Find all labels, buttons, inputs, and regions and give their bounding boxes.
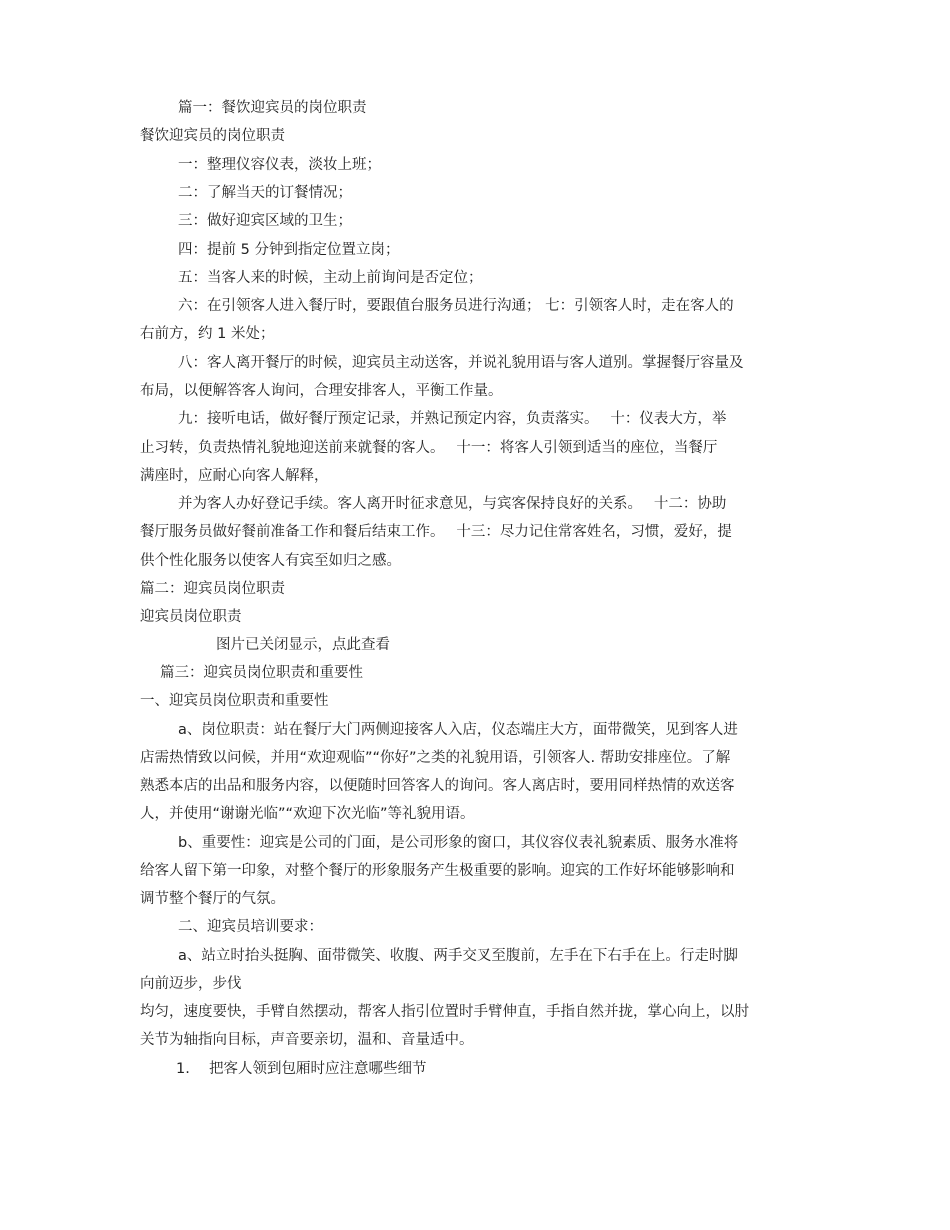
duty-item-3: 三：做好迎宾区域的卫生； [178, 213, 352, 229]
section-heading-1: 篇一：餐饮迎宾员的岗位职责 [178, 100, 367, 116]
duty-item-5: 五：当客人来的时候，主动上前询问是否定位； [178, 270, 483, 286]
para-a-training-cont-2: 均匀，速度要快，手臂自然摆动，帮客人指引位置时手臂伸直，手指自然并拢，掌心向上，以肘 [140, 1004, 749, 1020]
duty-item-12-13: 餐厅服务员做好餐前准备工作和餐后结束工作。 十三：尽力记住常客姓名，习惯，爱好，提 [140, 524, 732, 540]
duty-item-1: 一：整理仪容仪表，淡妆上班； [178, 157, 381, 173]
duty-item-2: 二：了解当天的订餐情况； [178, 185, 352, 201]
section-heading-2: 篇二：迎宾员岗位职责 [140, 581, 285, 597]
duty-item-8: 八：客人离开餐厅的时候，迎宾员主动送客，并说礼貌用语与客人道别。掌握餐厅容量及 [178, 355, 744, 371]
duty-item-7-cont: 右前方，约 1 米处； [140, 326, 275, 342]
para-b-importance-cont-2: 调节整个餐厅的气氛。 [140, 891, 285, 907]
duty-item-11-12: 并为客人办好登记手续。客人离开时征求意见，与宾客保持良好的关系。 十二：协助 [178, 496, 727, 512]
para-a-training-cont-3: 关节为轴指向目标，声音要亲切，温和、音量适中。 [140, 1032, 474, 1048]
para-b-importance-cont-1: 给客人留下第一印象，对整个餐厅的形象服务产生极重要的影响。迎宾的工作好坏能够影响和 [140, 863, 735, 879]
duty-item-8-cont: 布局，以便解答客人询问，合理安排客人，平衡工作量。 [140, 383, 503, 399]
para-a-duties: a、岗位职责：站在餐厅大门两侧迎接客人入店，仪态端庄大方，面带微笑，见到客人进 [178, 722, 738, 738]
para-b-importance: b、重要性：迎宾是公司的门面，是公司形象的窗口，其仪容仪表礼貌素质、服务水准将 [178, 835, 739, 851]
para-a-duties-cont-3: 人，并使用“谢谢光临”“欢迎下次光临”等礼貌用语。 [140, 806, 475, 822]
duty-item-11-cont: 满座时，应耐心向客人解释， [140, 468, 329, 484]
subheading-training: 二、迎宾员培训要求： [178, 919, 323, 935]
section-heading-3: 篇三：迎宾员岗位职责和重要性 [160, 665, 363, 681]
subtitle-2: 迎宾员岗位职责 [140, 609, 242, 625]
duty-item-4: 四：提前 5 分钟到指定位置立岗； [178, 242, 400, 258]
duty-item-9-10: 九：接听电话，做好餐厅预定记录，并熟记预定内容，负责落实。 十：仪表大方，举 [178, 411, 727, 427]
para-a-duties-cont-2: 熟悉本店的出品和服务内容，以便随时回答客人的询问。客人离店时，要用同样热情的欢送客 [140, 778, 735, 794]
list-item-1: 1. 把客人领到包厢时应注意哪些细节 [176, 1061, 427, 1077]
para-a-training: a、站立时抬头挺胸、面带微笑、收腹、两手交叉至腹前，左手在下右手在上。行走时脚 [178, 948, 738, 964]
duty-item-10-11: 止习转，负责热情礼貌地迎送前来就餐的客人。 十一：将客人引领到适当的座位，当餐厅 [140, 440, 718, 456]
duty-item-6-7: 六：在引领客人进入餐厅时，要跟值台服务员进行沟通； 七：引领客人时，走在客人的 [178, 298, 734, 314]
duty-item-13-cont: 供个性化服务以使客人有宾至如归之感。 [140, 553, 401, 569]
subtitle-1: 餐饮迎宾员的岗位职责 [140, 128, 285, 144]
subheading-duties-importance: 一、迎宾员岗位职责和重要性 [140, 693, 329, 709]
image-hidden-link[interactable]: 图片已关闭显示，点此查看 [216, 637, 390, 653]
para-a-duties-cont-1: 店需热情致以问候，并用“欢迎观临”“你好”之类的礼貌用语，引领客人. 帮助安排座位。了解 [140, 750, 731, 766]
para-a-training-cont-1: 向前迈步，步伐 [140, 976, 242, 992]
